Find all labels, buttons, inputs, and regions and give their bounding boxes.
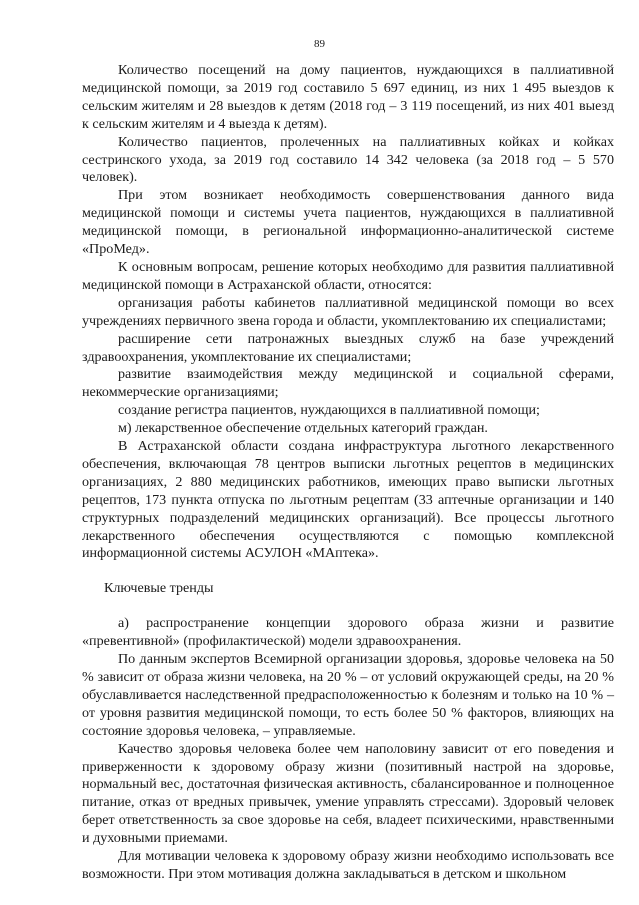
paragraph-palliative-beds: Количество пациентов, пролеченных на паллиативных койках и койках сестринского ухода, за 2019 год составило 14 342 человека (за 2018 год – 5 570 человек). <box>82 133 614 186</box>
paragraph-who-data: По данным экспертов Всемирной организации здоровья, здоровье человека на 50 % зависит от образа жизни человека, на 20 % – от условий окружающей среды, на 20 % обуславливается наследственной предрасположенностью к болезням и только на 10 % – от уровня развития медицинской помощи, то есть более 50 % факторов, влияющих на состояние здоровья человека, – управляемые. <box>82 651 614 739</box>
paragraph-promed-system: При этом возникает необходимость совершенствования данного вида медицинской помощи и системы учета пациентов, нуждающихся в паллиативной медицинской помощи, в региональной информационно-аналитической системе «ПроМед». <box>82 187 614 258</box>
paragraph-motivation: Для мотивации человека к здоровому образу жизни необходимо использовать все возможности. При этом мотивация должна закладываться в детском и школьном <box>82 848 614 882</box>
paragraph-health-quality: Качество здоровья человека более чем наполовину зависит от его поведения и приверженности к здоровому образу жизни (позитивный настрой на здоровье, нормальный вес, достаточная физическая активность, сбалансированное и полноценное питание, отказ от вредных привычек, умение управлять стрессами). Здоровый человек берет ответственность за свое здоровье на себя, владеет психическими, нравственными и духовными приемами. <box>82 740 614 847</box>
section-heading: Ключевые тренды <box>104 580 214 597</box>
paragraph-drug-supply-title: м) лекарственное обеспечение отдельных категорий граждан. <box>118 420 488 437</box>
paragraph-key-issues-intro: К основным вопросам, решение которых необходимо для развития паллиативной медицинской помощи в Астраханской области, относятся: <box>82 258 614 293</box>
paragraph-drug-supply-infrastructure: В Астраханской области создана инфраструктура льготного лекарственного обеспечения, включающая 78 центров выписки льготных рецептов в медицинских организациях, 2 880 медицинских работников, имеющих право выписки льготных рецептов, 173 пункта отпуска по льготным рецептам (33 аптечные организации и 140 структурных подразделений медицинских организаций). Все процессы льготного лекарственного обеспечения осуществляются с помощью комплексной информационной системы АСУЛОН «МАптека». <box>82 438 614 562</box>
document-body <box>82 62 614 884</box>
list-item-patronage: расширение сети патронажных выездных служб на базе учреждений здравоохранения, укомплектование их специалистами; <box>82 330 614 365</box>
list-item-offices: организация работы кабинетов паллиативной медицинской помощи во всех учреждениях первичного звена города и области, укомплектованию их специалистами; <box>82 294 614 329</box>
list-item-cooperation: развитие взаимодействия между медицинской и социальной сферами, некоммерческие организациями; <box>82 366 614 401</box>
list-item-registry: создание регистра пациентов, нуждающихся в паллиативной помощи; <box>118 402 540 419</box>
paragraph-home-visits: Количество посещений на дому пациентов, нуждающихся в паллиативной медицинской помощи, за 2019 год составило 5 697 единиц, из них 1 495 выездов к сельским жителям и 28 выездов к детям (2018 год – 3 119 посещений, из них 401 выезд к сельским жителям и 4 выезда к детям). <box>82 62 614 132</box>
page-number: 89 <box>314 38 325 50</box>
paragraph-healthy-lifestyle: а) распространение концепции здорового образа жизни и развитие «превентивной» (профилактической) модели здравоохранения. <box>82 615 614 650</box>
